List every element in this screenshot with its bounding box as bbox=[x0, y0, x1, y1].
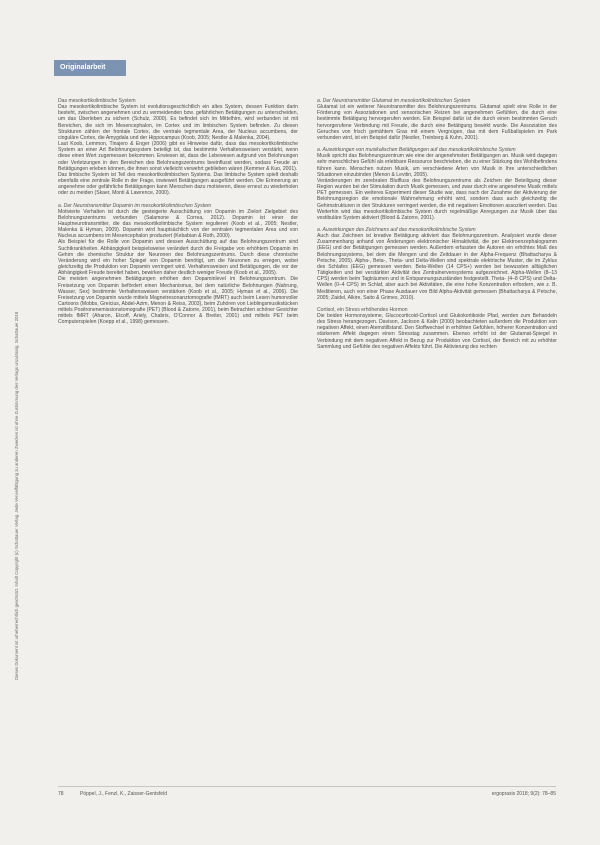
body-paragraph: Das limbische System ist Teil des mesokortikolimbischen Systems. Das limbische System spielt deshalb ebenfalls eine zentrale Rolle in der Frage, inwieweit Betätigungen ausgeführt werden. Die Erinnerung an angenehme oder gefährliche Betätigungen kann Menschen dazu motivieren, diese erneut zu wiederholen oder zu meiden (Skaer, Monti & Lawrence, 2000). bbox=[58, 171, 298, 197]
subsection-heading: a. Auswirkungen von musikalischen Betätigungen auf das mesokortikolimbische System bbox=[317, 147, 516, 154]
section-label bbox=[54, 60, 126, 76]
side-copyright-text: Dieses Dokument ist urheberrechtlich geschützt. Inhalt Copyright (c) Schattauer Verlag. Jede Vervielfältigung zu anderen Zwecken ist ohne Zustimmung des Verlags unzulässig. Schattauer 2018 bbox=[14, 311, 19, 680]
footer-journal: ergopraxis 2018; 9(2): 78–85 bbox=[491, 791, 556, 797]
body-paragraph: Das mesokortikolimbische System ist evolutionsgeschichtlich ein altes System, dessen Funktion darin besteht, zwischen angenehmen und zu vermeidenden bzw. gefährlichen Betätigungen zu unterscheiden, um das Überleben zu sichern (Schulz, 2000). Es befindet sich im Mittelhirn, wird verbunden ist mit Bereichen, die sich im Mesencephalon, im Cortex und im limbischen System befinden. Zu diesen Strukturen zählen der frontale Cortex, die ventrale tegmentale Area, der Nucleus accumbens, der cinguläre Cortex, die Amygdala und der Hippocampus (Koob, 2005; Nestler & Malenka, 2004). bbox=[58, 104, 298, 141]
page-number: 78 bbox=[58, 791, 64, 797]
body-paragraph: Motivierte Verhalten ist durch die gesteigerte Ausschüttung von Dopamin im Zielort Zielgebiet des Belohnungszentrums verbunden (Salamone & Correa, 2012). Dopamin ist einer der Hauptneurotransmitter, die das mesokortikolimbische System regulieren (Koob et al., 2005; Nestler, Malenka & Hyman, 2009). Dopamin wird hauptsächlich von der ventralen tegmentalen Area und von Nucleus accumbens im Mesencephalon produziert (Kebabian & Roth, 2000). bbox=[58, 208, 298, 240]
body-paragraph: Auch das Zeichnen ist kreative Betätigung aktiviert das Belohnungszentrum. Analysiert wurde dieser Zusammenhang anhand von Änderungen elektronischer Hirnaktivität, die per Elektroenzephalogramm (EEG) und der Betätigungen gemessen werden. Außerdem erfassten die Autoren ein erhöhtes Maß des Belohnungssystems, bei dem die Mengen und die Zeitdauer in der Alpha-Frequenz (Bhattacharya & Petsche, 2005). Alpha-, Beta-, Theta- und Delta-Wellen sind spektrale elektrische Muster, die im Zyklus des Schlafes (EEG) gemessen werden. Beta-Wellen (14 CPS+) werden bei bewussten alltäglichen Tätigkeiten und bei verstärkter Aktivität des Zentralnervensystems aufgezeichnet. Alpha-Wellen (8–13 CPS) werden beim Tagträumen und in Entspannungszuständen festgestellt. Theta- (4–8 CPS) und Delta-Wellen (0–4 CPS) im Schlaf, aber auch bei Aktivitäten, die eine hohe Konzentration erfordern, wie z. B. Meditieren, auch von einer Phase Ausdauer von Bild Alpha-Aktivität gemessen (Bhattacharya & Petsche, 2005; Zaidel, Alkire, Saito & Grimes, 2010). bbox=[317, 233, 557, 301]
section-heading: Cortisol, ein Stress erhöhendes Hormon bbox=[317, 306, 408, 313]
body-paragraph: Glutamat ist ein weiterer Neurotransmitter des Belohnungszentrums. Glutamat spielt eine Rolle in der Förderung von Assoziationen und sensorischen Reizen bei angenehmen Gefühlen, die durch eine bestimmte Betätigung hervorgerufen werden. Ein Beispiel dafür ist die durch einen bestimmten Geruch hervorgerufene Verbindung mit Freude, die durch eine Betätigung bewirkt wurde. Die Assoziation des Geruches von frisch gemähtem Gras mit einem Vergnügen, das mit dem Fußballspielen im Park verbunden wird, ist ein Beispiel dafür (Nestler, Treinberg & Kuhn, 2001). bbox=[317, 104, 557, 141]
body-paragraph: Laut Koob, Lemmon, Tinajero & Enger (2006) gibt es Hinweise dafür, dass das mesokortikolimbische System an einer Art Belohnungssystem beteiligt ist, das bestimmte Verhaltensweisen verstärkt, wenn diese einen Wert zugemessen bekommen. Erwiesen ist, dass die Lebewesen aufgrund von Belohnungen oder Verletzungen in den Bereichen des Belohnungszentrums beeinflusst werden, sodass Freude an Betätigungen erleben können, die ihnen sonst vielleicht verwehrt geblieben wären (Kemmer & Kuo, 2001). bbox=[58, 141, 298, 172]
body-paragraph: Die beiden Hormonsysteme, Glucocorticoid-Cortisol und Glukokortikoide Pfad, werden zum Behandeln des Stress herangezogen. Davison, Jackson & Kalin (2000) beobachteten außerdem die Produktion von negativen Affekt, einen Atemstillstand. Den Stoffwechsel in erhöhten Gefühlen, höherer Konzentration und stärkerem Affekt dagegen einen Stresstag zusammen. Ebenso erhöht ist der Glutamat-Spiegel in Verbindung mit dem negativen Affekt in Bezug zur Produktion von Cortisol, der Bereich mit zu erhöhter Sammlung und Gefühle des negativen Affekts führt. Die Aktivierung des rechten bbox=[317, 313, 557, 350]
footer-authors: Pöppel, J., Fenzl, K., Zaisser-Gentsfeld bbox=[80, 791, 167, 797]
side-copyright-note bbox=[4, 80, 18, 680]
body-paragraph: Musik spricht das Belohnungszentrum wie eine der angenehmsten Betätigungen an. Musik wird dagegen sehr menschliches Gefühl als erlebbare Ressource beschrieben, die zu einer Stärkung des Wohlbefindens führen kann. Menschen nutzen Musik, um verschiedene Arten von Musik in Ihre unterschiedlichen Situationen einzubinden (Menon & Levitin, 2005). bbox=[317, 153, 558, 178]
footer-rule bbox=[58, 786, 556, 787]
subsection-heading: a. Auswirkungen des Zeichnens auf das mesokortikolimbische System bbox=[317, 226, 476, 233]
subsection-heading: a. Der Neurotransmitter Dopamin im mesokortikolimbischen System bbox=[58, 202, 212, 209]
footer bbox=[58, 791, 556, 801]
left-column bbox=[58, 98, 298, 326]
body-paragraph: Die meisten angenehmen Betätigungen erhöhen den Dopaminlevel im Belohnungszentrum. Die Freisetzung von Dopamin befördert einen Mechanismus, bei dem natürliche Belohnungen (Nahrung, Wasser, Sex) bestimmte Verhaltensweisen verstärken (Koob et al., 2005; Hyman et al., 2006). Die Freisetzung von Dopamin wurde mittels Magnetresonanztomografie (fMRT) auch beim Lesen humorvoller Cartoons (Mobbs, Greicius, Abdel-Azim, Menon & Reiss, 2003), beim Zuhören von Lieblingsmusikstücken mittels Positronenemissionstomografie (PET) (Blood & Zatorre, 2001), beim Betrachten schöner Gesichter mittels fMRT (Aharon, Etcoff, Ariely, Chabris, O'Connor & Breiter, 2001) und mittels PET beim Computerspielen (Koepp et al., 1998) gemessen. bbox=[58, 276, 298, 326]
body-paragraph: Veränderungen im zerebralen Blutfluss des Belohnungszentrums als Zeichen der Beteiligung dieser Region wurden bei der Stimulation durch Musik gemessen, und zwar durch eine angenehme Musik mittels PET gemessen. Ein weiteres Experiment dieser Studie war, dass nach der Zunahme der Aktivierung der Belohnungsregion die emotionale Wahrnehmung erhöht wird, sondern dass auch gleichzeitig die Gehirnstrukturen in den Strukturen verringert werden, die mit negativen Emotionen assoziiert werden. Das Weiterhin wird das mesokortikolimbische System durch regelmäßige Anregungen zur Musik über das vestibuläre System aktiviert (Blood & Zatorre, 2001). bbox=[317, 177, 557, 221]
section-heading: Das mesokortikolimbische System bbox=[58, 98, 136, 104]
right-column bbox=[317, 98, 557, 350]
subsection-heading: a. Der Neurotransmitter Glutamat im mesokortikolimbischen System bbox=[317, 98, 471, 104]
body-paragraph: Als Beispiel für die Rolle von Dopamin und dessen Ausschüttung auf das Belohnungszentrum sind Suchtkrankheiten. Abhängigkeit beispielsweise verändert durch die Freigabe von erhöhtem Dopamin im Gehirn die chemische Struktur der Neuronen des Belohnungszentrums. Durch diese chronische Veränderung wird ein hoher Spiegel von Dopamin benötigt, um die Neuronen zu erregen, wobei gleichzeitig die Produktion von Dopamin verringert wird. Verhaltensweisen und Betätigungen, die vor der Abhängigkeit Freude bereitet haben, bewirken daher deutlich weniger Freude (Koob et al., 2005). bbox=[58, 239, 298, 277]
section-label-text: Originalarbeit bbox=[60, 64, 106, 71]
